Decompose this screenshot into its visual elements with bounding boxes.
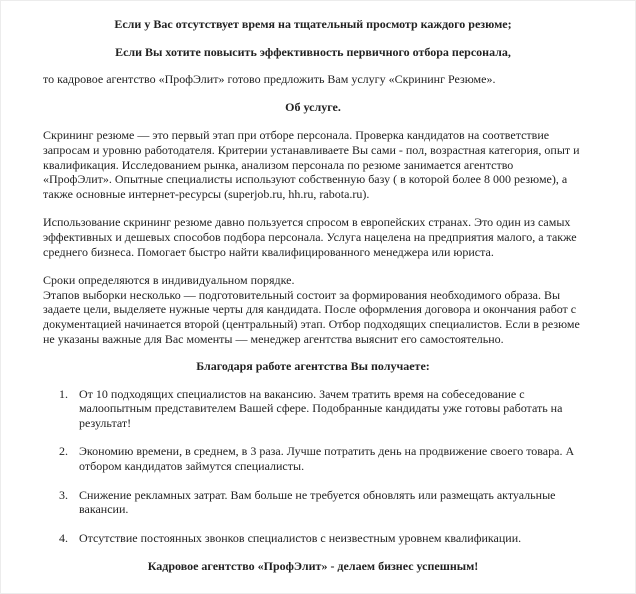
benefit-number: 2.	[59, 444, 68, 459]
benefit-text: Отсутствие постоянных звонков специалистов с неизвестным уровнем квалификации.	[79, 530, 522, 545]
paragraph-terms: Сроки определяются в индивидуальном порядке.	[43, 273, 295, 288]
closing-slogan: Кадровое агентство «ПрофЭлит» - делаем бизнес успешным!	[147, 559, 479, 574]
benefit-number: 4.	[59, 530, 68, 545]
paragraph-screening: Скрининг резюме — это первый этап при отборе персонала. Проверка кандидатов на соответствие запросам и уровню работодателя. Критерии устанавливаете Вы сами - пол, возрастная категория, опыт и квалификация. Исследованием рынка, анализом персонала по резюме занимается агентство «ПрофЭлит». Опытные специалисты используют собственную базу ( в которой более 8 000 резюме), а также основные интернет-ресурсы (superjob.ru, hh.ru, rabota.ru).	[43, 128, 580, 201]
benefits-title: Благодаря работе агентства Вы получаете:	[196, 359, 430, 374]
intro-text: то кадровое агентство «ПрофЭлит» готово предложить Вам услугу «Скрининг Резюме».	[43, 72, 496, 87]
benefit-text: Экономию времени, в среднем, в 3 раза. Лучше потратить день на продвижение своего товара. А отбором кандидатов займутся специалисты.	[79, 444, 575, 474]
benefit-text: Снижение рекламных затрат. Вам больше не требуется обновлять или размещать актуальные вакансии.	[79, 487, 556, 517]
article	[43, 17, 583, 574]
benefit-item-4	[59, 530, 583, 546]
paragraph-usage: Использование скрининг резюме давно пользуется спросом в европейских странах. Это один из самых эффективных и дешевых способов подбора персонала. Услуга нацелена на предприятия малого, а также среднего бизнеса. Помогает быстро найти квалифицированного менеджера или юриста.	[43, 215, 577, 259]
about-title: Об услуге.	[285, 99, 341, 114]
headline-line-1: Если у Вас отсутствует время на тщательный просмотр каждого резюме;	[114, 17, 512, 31]
benefit-text: От 10 подходящих специалистов на вакансию. Зачем тратить время на собеседование с малоопытным представителем Вашей сфере. Подобранные кандидаты уже готовы работать на результат!	[79, 386, 563, 430]
headline-line-2: Если Вы хотите повысить эффективность первичного отбора персонала,	[115, 44, 511, 59]
paragraph-stages: Этапов выборки несколько — подготовительный состоит за формирования необходимого образа. Вы задаете цели, выделяете нужные черты для кандидата. После оформления договора и окончания работ с документацией начинается второй (центральный) этап. Отбор подходящих специалистов. Если в резюме не указаны важные для Вас моменты — менеджер агентства выяснит его самостоятельно.	[43, 287, 580, 346]
benefit-number: 1.	[59, 386, 68, 401]
benefit-item-3	[59, 487, 583, 517]
benefit-number: 3.	[59, 487, 68, 502]
benefit-item-1	[59, 386, 583, 431]
benefits-list	[43, 387, 583, 546]
benefit-item-2	[59, 444, 583, 474]
